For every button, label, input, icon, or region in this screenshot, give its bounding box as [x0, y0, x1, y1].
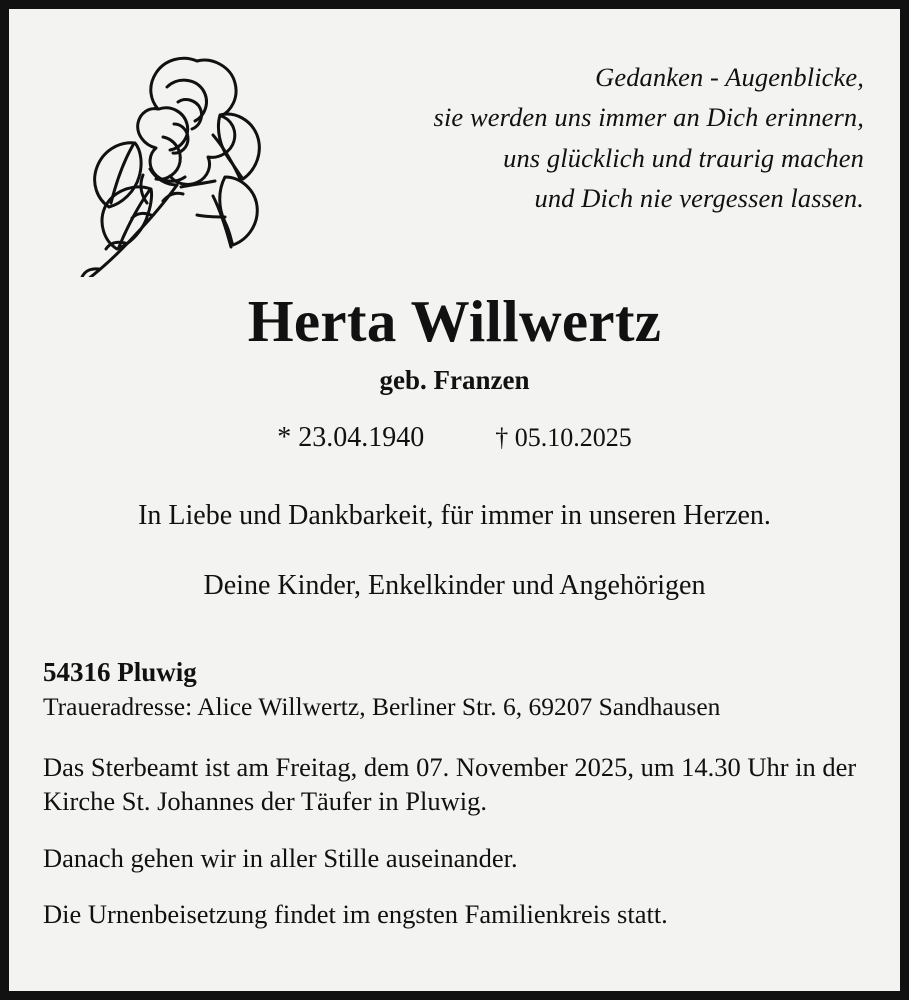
mourning-address: Traueradresse: Alice Willwertz, Berliner Str. 6, 69207 Sandhausen: [43, 691, 721, 721]
verse-line-1: Gedanken - Augenblicke,: [595, 62, 864, 92]
after-note: Danach gehen wir in aller Stille auseinander.: [43, 842, 518, 873]
birth-date: * 23.04.1940: [277, 421, 425, 453]
notice-inner: [9, 9, 900, 991]
verse-line-4: und Dich nie vergessen lassen.: [534, 182, 864, 213]
maiden-name: geb. Franzen: [379, 364, 530, 395]
burial-note: Die Urnenbeisetzung findet im engsten Familienkreis statt.: [43, 899, 668, 930]
verse-line-2: sie werden uns immer an Dich erinnern,: [433, 102, 864, 133]
rose-illustration-icon: [43, 31, 277, 277]
verse-line-3: uns glücklich und traurig machen: [503, 142, 864, 173]
service-note: Das Sterbeamt ist am Freitag, dem 07. November 2025, um 14.30 Uhr in der Kirche St. Johannes der Täufer in Pluwig.: [43, 751, 857, 817]
place-line: 54316 Pluwig: [43, 656, 197, 687]
life-dates: [43, 422, 866, 454]
death-date: † 05.10.2025: [495, 422, 632, 452]
deceased-name: Herta Willwertz: [247, 288, 662, 354]
notice-header: [43, 31, 866, 277]
verse-block: [277, 31, 866, 218]
message-line-2: Deine Kinder, Enkelkinder und Angehörigen: [203, 570, 706, 602]
message-line-1: In Liebe und Dankbarkeit, für immer in unseren Herzen.: [138, 499, 771, 531]
